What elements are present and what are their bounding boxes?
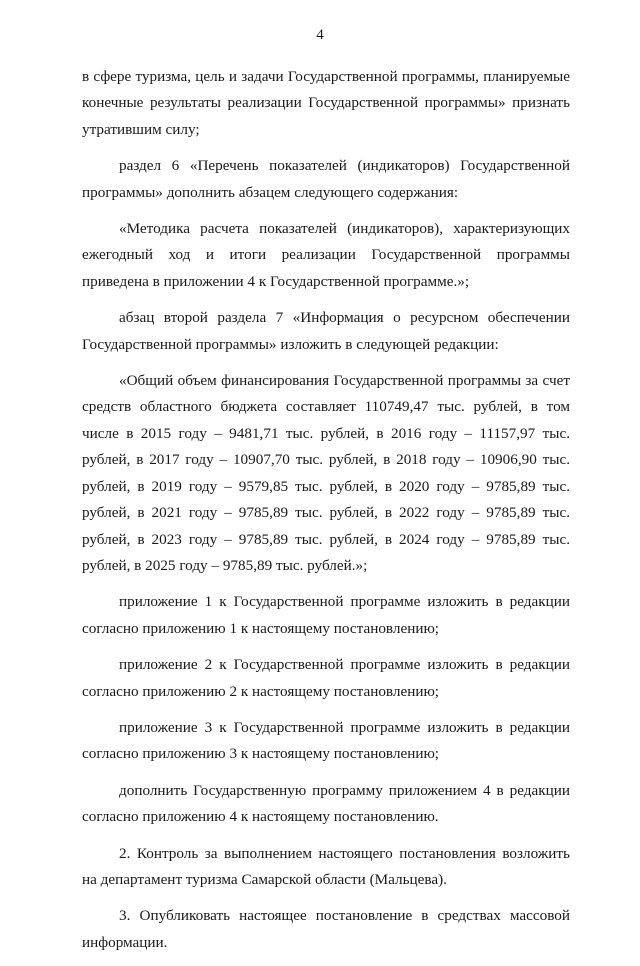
- paragraph-funding-quote: «Общий объем финансирования Государственной программы за счет средств областного бюджета составляет 110749,47 тыс. рублей, в том числе в 2015 году – 9481,71 тыс. рублей, в 2016 году – 11157,97 тыс. рублей, в 2017 году – 10907,70 тыс. рублей, в 2018 году – 10906,90 тыс. рублей, в 2019 году – 9579,85 тыс. рублей, в 2020 году – 9785,89 тыс. рублей, в 2021 году – 9785,89 тыс. рублей, в 2022 году – 9785,89 тыс. рублей, в 2023 году – 9785,89 тыс. рублей, в 2024 году – 9785,89 тыс. рублей, в 2025 году – 9785,89 тыс. рублей.»;: [82, 372, 570, 574]
- paragraph-item-3-publish: 3. Опубликовать настоящее постановление в средствах массовой информации.: [82, 907, 570, 951]
- paragraph-appendix-1: приложение 1 к Государственной программе изложить в редакции согласно приложению 1 к настоящему постановлению;: [82, 593, 570, 637]
- paragraph-section-7: абзац второй раздела 7 «Информация о ресурсном обеспечении Государственной программы» изложить в следующей редакции:: [82, 309, 570, 353]
- paragraph-section-6: раздел 6 «Перечень показателей (индикаторов) Государственной программы» дополнить абзацем следующего содержания:: [82, 157, 570, 201]
- document-body: [82, 64, 570, 966]
- paragraph-methodology-quote: «Методика расчета показателей (индикаторов), характеризующих ежегодный ход и итоги реализации Государственной программы приведена в приложении 4 к Государственной программе.»;: [82, 220, 570, 290]
- paragraph-appendix-2: приложение 2 к Государственной программе изложить в редакции согласно приложению 2 к настоящему постановлению;: [82, 656, 570, 700]
- paragraph-item-2-control: 2. Контроль за выполнением настоящего постановления возложить на департамент туризма Самарской области (Мальцева).: [82, 844, 570, 888]
- paragraph-appendix-3: приложение 3 к Государственной программе изложить в редакции согласно приложению 3 к настоящему постановлению;: [82, 718, 570, 763]
- paragraph-appendix-4: дополнить Государственную программу приложением 4 в редакции согласно приложению 4 к настоящему постановлению.: [82, 781, 570, 826]
- page-number: 4: [316, 27, 324, 43]
- paragraph-continuation: в сфере туризма, цель и задачи Государственной программы, планируемые конечные результаты реализации Государственной программы» признать утратившим силу;: [82, 68, 570, 138]
